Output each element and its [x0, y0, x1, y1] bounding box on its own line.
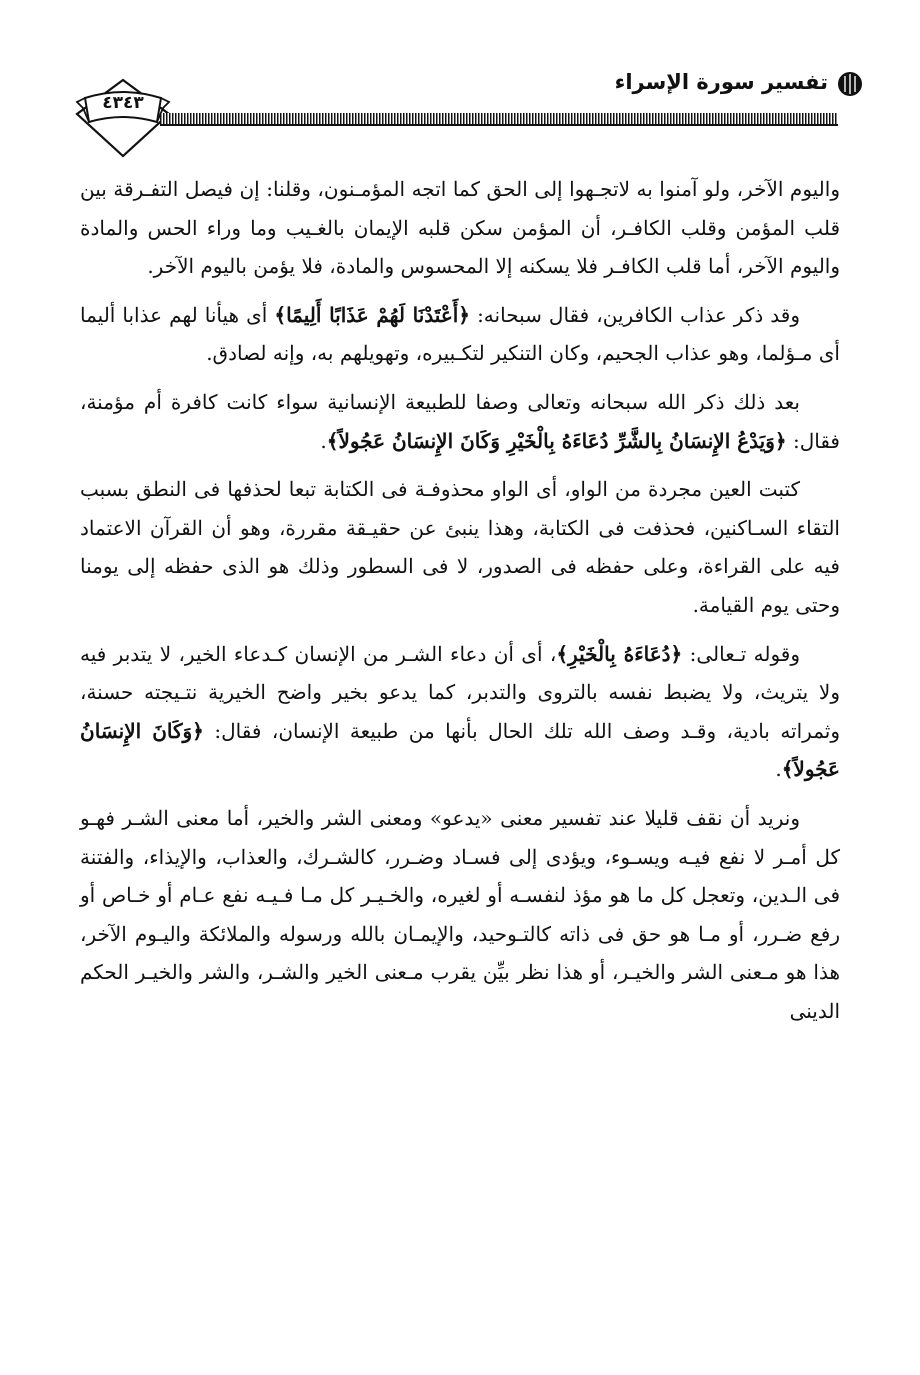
paragraph-text: وقوله تـعالى: — [682, 641, 800, 666]
header-rule-line — [160, 124, 838, 126]
paragraph — [80, 296, 840, 373]
rosette-ornament-icon — [837, 71, 863, 97]
paragraph-text: ونريد أن نقف قليلا عند تفسير معنى «يدعو» ومعنى الشر والخير، أما معنى الشـر فهـو كل أمـر لا نفع فيـه ويسـوء، ويؤدى إلى فسـاد وضـرر، كالشـرك، والعذاب، والإيذاء، والفتنة فى الـدين، وتعجل كل ما هو مؤذ لنفسـه أو لغيره، والخـيـر كل مـا فـيـه نفع عـام أو خـاص أو رفع ضـرر، أو مـا هو حق فى ذاته كالتـوحيد، والإيمـان بالله ورسوله والملائكة واليـوم الآخر، هذا هو مـعنى الشر والخيـر، أو هذا نظر بيِّن يقرب مـعنى الخير والشـر، والشر والخيـر الحكم الدينى — [80, 805, 840, 1023]
diamond-page-badge-icon — [73, 78, 173, 158]
paragraph-text: واليوم الآخر، ولو آمنوا به لاتجـهوا إلى الحق كما اتجه المؤمـنون، وقلنا: إن فيصل التفـرقة بين قلب المؤمن وقلب الكافـر، أن المؤمن سكن قلبه الإيمان بالغـيب وما وراء الحس والمادة واليوم الآخر، أما قلب الكافـر فلا يسكنه إلا المحسوس والمادة، فلا يؤمن باليوم الآخر. — [80, 177, 840, 279]
quran-verse: ﴿وَيَدْعُ الإِنسَانُ بِالشَّرِّ دُعَاءَهُ بِالْخَيْرِ وَكَانَ الإِنسَانُ عَجُولاً﴾ — [326, 428, 787, 453]
paragraph — [80, 170, 840, 286]
page-header — [0, 0, 920, 165]
paragraph — [80, 635, 840, 789]
paragraph-text: ، أى أن دعاء الشـر من الإنسان كـدعاء الخير، لا يتدبر فيه ولا يتريث، ولا يضبط نفسه بالتروى والتدبر، كما يدعو بخير واضح الخيرية نتـيجته حسنة، وثمراته بادية، وقـد وصف الله تلك الحال بأنها من طبيعة الإنسان، فقال: — [80, 641, 840, 743]
quran-verse: ﴿أَعْتَدْنَا لَهُمْ عَذَابًا أَلِيمًا﴾ — [274, 302, 471, 327]
quran-verse: ﴿دُعَاءَهُ بِالْخَيْرِ﴾ — [556, 641, 683, 666]
paragraph — [80, 799, 840, 1031]
page-body — [80, 170, 840, 1320]
paragraph-text: . — [775, 757, 782, 782]
paragraph-text: أى هيأنا لهم عذابا أليما أى مـؤلما، وهو عذاب الجحيم، وكان التنكير لتكـبيره، وتهويلهم به، وإنه لصادق. — [80, 302, 840, 366]
page-number: ٤٣٤٣ — [102, 93, 144, 113]
quran-verse: ﴿وَكَانَ الإِنسَانُ عَجُولاً﴾ — [80, 718, 840, 782]
page-title: تفسير سورة الإسراء — [614, 70, 828, 94]
paragraph-text: بعد ذلك ذكر الله سبحانه وتعالى وصفا للطبيعة الإنسانية سواء كانت كافرة أم مؤمنة، فقال: — [80, 389, 840, 453]
paragraph-text: وقد ذكر عذاب الكافرين، فقال سبحانه: — [470, 302, 801, 327]
paragraph — [80, 383, 840, 460]
paragraph-text: . — [320, 428, 327, 453]
paragraph — [80, 470, 840, 624]
paragraph-text: كتبت العين مجردة من الواو، أى الواو محذوفـة فى الكتابة تبعا لحذفها فى النطق بسبب التقاء السـاكنين، فحذفت فى الكتابة، وهذا ينبئ عن حقيـقة مقررة، وهو أن القرآن الاعتماد فيه على القراءة، وعلى حفظه فى الصدور، لا فى السطور وذلك هو الذى حفظه إلى يومنا وحتى يوم القيامة. — [80, 477, 840, 617]
